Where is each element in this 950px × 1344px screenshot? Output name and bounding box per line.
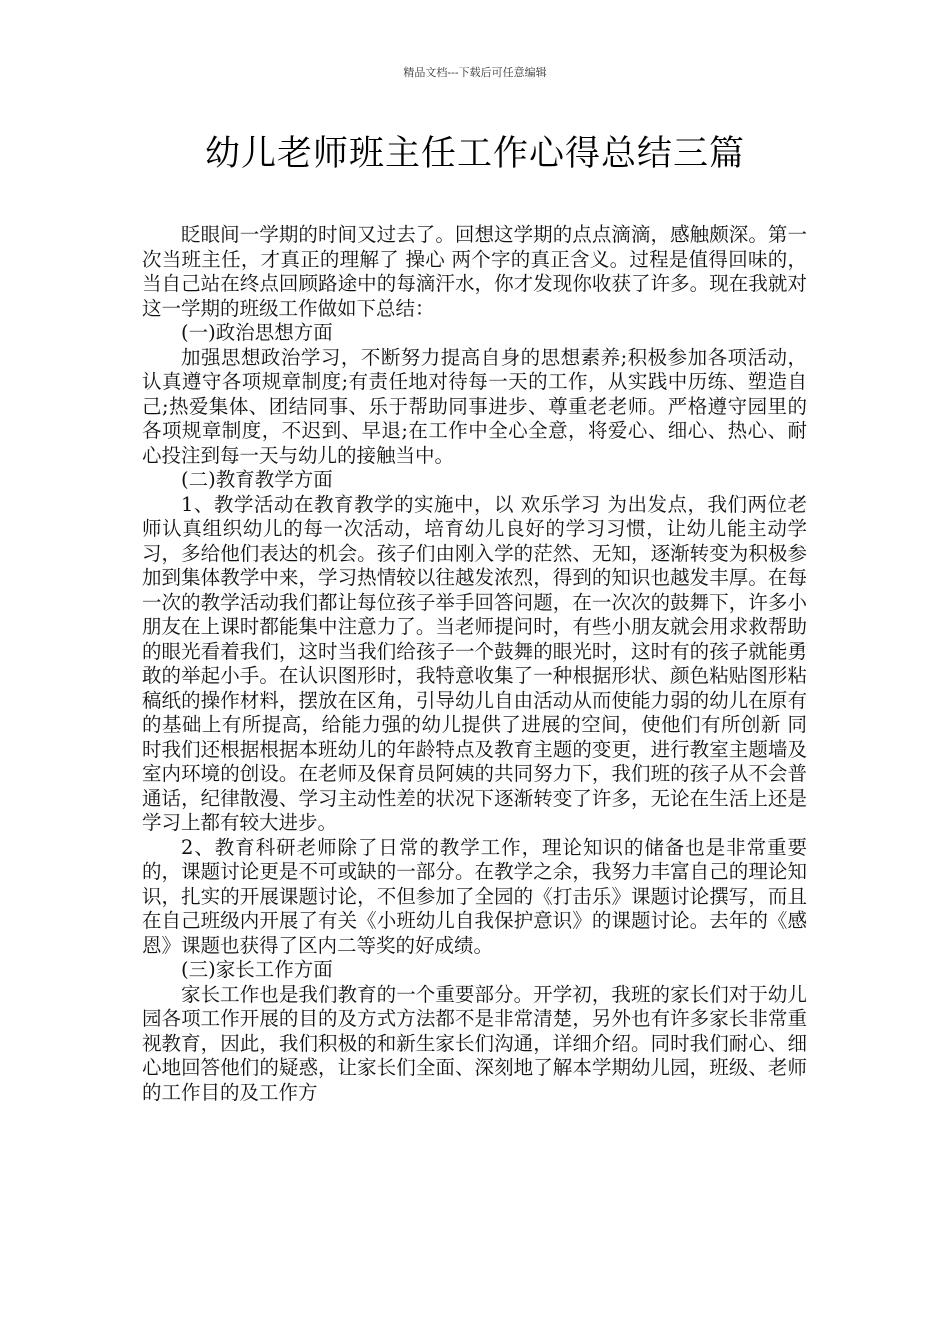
paragraph-parents: 家长工作也是我们教育的一个重要部分。开学初，我班的家长们对于幼儿园各项工作开展的目的及方式方法都不是非常清楚，另外也有许多家长非常重视教育，因此，我们积极的和新生家长们沟通，详细介绍。同时我们耐心、细心地回答他们的疑惑，让家长们全面、深刻地了解本学期幼儿园，班级、老师的工作目的及工作方 [142,982,807,1104]
paragraph-politics: 加强思想政治学习，不断努力提高自身的思想素养;积极参加各项活动，认真遵守各项规章制度;有责任地对待每一天的工作，从实践中历练、塑造自己;热爱集体、团结同事、乐于帮助同事进步、尊重老老师。严格遵守园里的各项规章制度，不迟到、早退;在工作中全心全意，将爱心、细心、热心、耐心投注到每一天与幼儿的接触当中。 [142,345,807,467]
document-title: 幼儿老师班主任工作心得总结三篇 [204,134,745,174]
section-heading-teaching: (二)教育教学方面 [181,468,333,491]
section-heading-politics: (一)政治思想方面 [181,321,333,344]
document-body [142,223,807,1105]
section-heading-parents: (三)家长工作方面 [181,958,333,981]
paragraph-intro: 眨眼间一学期的时间又过去了。回想这学期的点点滴滴，感触颇深。第一次当班主任，才真正的理解了 操心 两个字的真正含义。过程是值得回味的，当自己站在终点回顾路途中的每滴汗水，你才发现你收获了许多。现在我就对这一学期的班级工作做如下总结： [142,223,807,320]
paragraph-teaching-activities: 1、教学活动在教育教学的实施中，以 欢乐学习 为出发点，我们两位老师认真组织幼儿的每一次活动，培育幼儿良好的学习习惯，让幼儿能主动学习，多给他们表达的机会。孩子们由刚入学的茫然、无知，逐渐转变为积极参加到集体教学中来，学习热情较以往越发浓烈，得到的知识也越发丰厚。在每一次的教学活动我们都让每位孩子举手回答问题，在一次次的鼓舞下，许多小朋友在上课时都能集中注意力了。当老师提问时，有些小朋友就会用求救帮助的眼光看着我们，这时当我们给孩子一个鼓舞的眼光时，这时有的孩子就能勇敢的举起小手。在认识图形时，我特意收集了一种根据形状、颜色粘贴图形粘稿纸的操作材料，摆放在区角，引导幼儿自由活动从而使能力弱的幼儿在原有的基础上有所提高，给能力强的幼儿提供了进展的空间，使他们有所创新 同时我们还根据根据本班幼儿的年龄特点及教育主题的变更，进行教室主题墙及室内环境的创设。在老师及保育员阿姨的共同努力下，我们班的孩子从不会普通话，纪律散漫、学习主动性差的状况下逐渐转变了许多，无论在生活上还是学习上都有较大进步。 [142,492,807,834]
paragraph-research: 2、教育科研老师除了日常的教学工作，理论知识的储备也是非常重要的，课题讨论更是不可或缺的一部分。在教学之余，我努力丰富自己的理论知识，扎实的开展课题讨论，不但参加了全园的《打击乐》课题讨论撰写，而且在自己班级内开展了有关《小班幼儿自我保护意识》的课题讨论。去年的《感恩》课题也获得了区内二等奖的好成绩。 [142,835,807,957]
header-note: 精品文档---下载后可任意编辑 [403,66,547,79]
